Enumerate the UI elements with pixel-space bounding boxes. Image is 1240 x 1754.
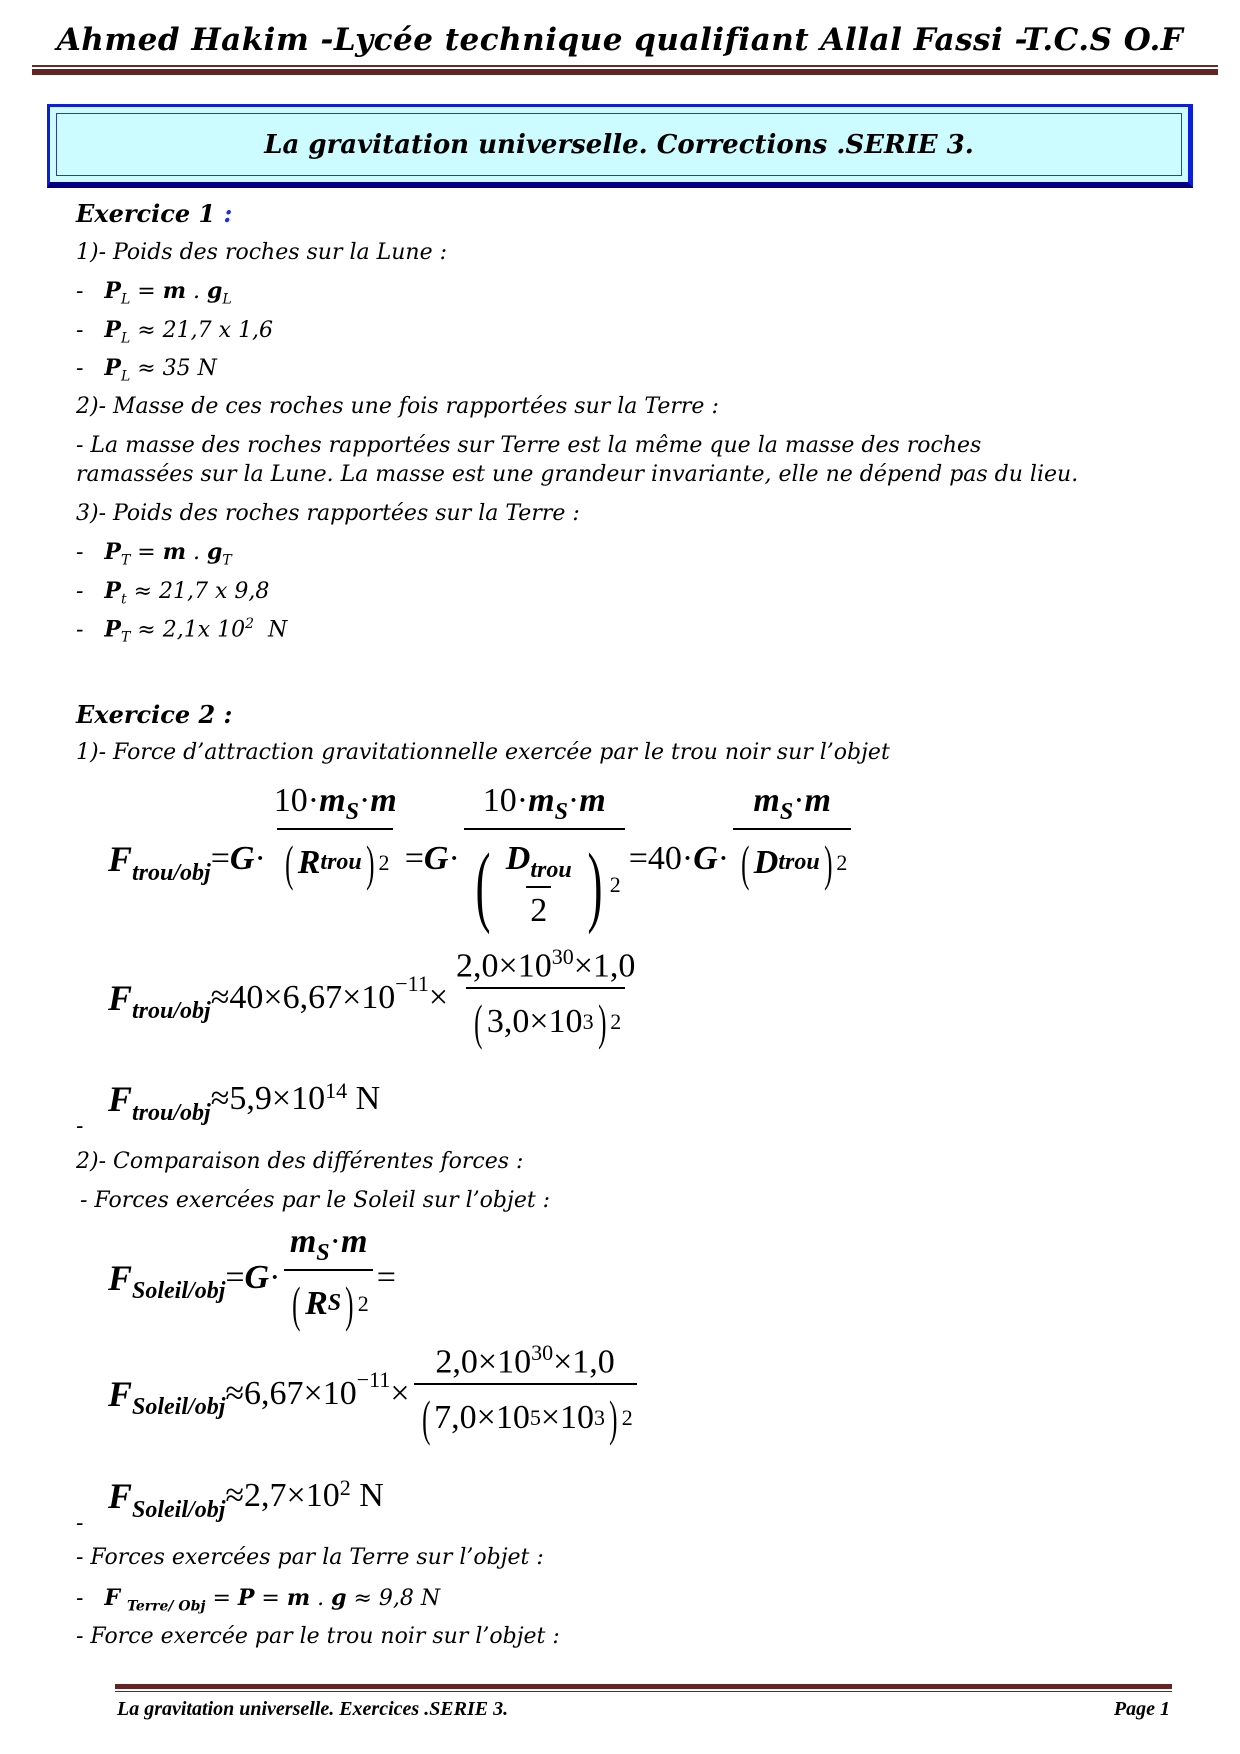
formula-soleil-general: F Soleil/obj = G · $m_S\cdot m$ ( R S ) 2 = (108, 1223, 396, 1332)
page-header: Ahmed Hakim -Lycée technique qualifiant Allal Fassi -T.C.S O.F (56, 22, 1184, 58)
exercise-2-heading: Exercice 2 : (76, 700, 233, 729)
dash: - (76, 1511, 84, 1536)
ex2-question-2: 2)- Comparaison des différentes forces : (76, 1149, 524, 1174)
formula-soleil-result: F Soleil/obj ≈ 2,7×10 $^2$ N (108, 1475, 384, 1523)
soleil-label: - Forces exercées par le Soleil sur l’objet : (80, 1188, 551, 1213)
ex1-question-3: 3)- Poids des roches rapportées sur la Terre : (76, 501, 580, 526)
terre-label: - Forces exercées par la Terre sur l’objet : (76, 1545, 544, 1570)
heading-colon: : (223, 199, 233, 228)
formula-trou-numeric: F trou/obj ≈ 40×6,67×10 $^{-11}$ × $2,0\times 10^{30}\times 1,0$ ( 3,0×10 3 ) 2 (108, 944, 636, 1051)
ex1-line: - $P_L \approx 21,7$ x 1,6 (76, 317, 274, 347)
header-rule (32, 65, 1218, 67)
ex1-line: - $P_L = m$ . $g_L$ (76, 278, 232, 308)
ex1-line: - $P_t \approx 21,7$ x 9,8 (76, 578, 270, 608)
ex2-question-1: 1)- Force d’attraction gravitationnelle exercée par le trou noir sur l’objet (76, 740, 890, 765)
terre-formula: - F $_{Terre/ Obj}$ = P = m . g ≈ 9,8 N (76, 1585, 441, 1615)
ex1-question-2: 2)- Masse de ces roches une fois rapportées sur la Terre : (76, 394, 719, 419)
formula-soleil-numeric: F Soleil/obj ≈ 6,67×10 $^{-11}$ × $2,0\times 10^{30}\times 1,0$ ( 7,0×10 5 ×10 3 ) 2 (108, 1340, 641, 1447)
exercise-1-heading (76, 199, 232, 228)
page-number: Page 1 (1113, 1698, 1170, 1720)
formula-trou-general: F trou/obj = G · $10\cdot m_S\cdot m$ ( R trou ) 2 = G · $10\cdot m_S\cdot m$ ( $\frac{D_{trou}}{2}$ ) 2 = 40· G · $m_S\cdot m$ ( D trou ) 2 (108, 782, 855, 937)
title-box (47, 104, 1193, 188)
footer-title: La gravitation universelle. Exercices .SERIE 3. (117, 1698, 509, 1720)
ex1-answer-2a: - La masse des roches rapportées sur Terre est la même que la masse des roches (76, 433, 982, 458)
footer-rule (115, 1684, 1172, 1689)
footer-rule-thin (115, 1691, 1172, 1692)
ex1-line: - $P_L \approx 35$ N (76, 355, 217, 385)
ex1-line: - $P_T = m$ . $g_T$ (76, 539, 232, 569)
formula-trou-result: F trou/obj ≈ 5,9×10 $^{14}$ N (108, 1078, 381, 1126)
heading-text: Exercice 1 (76, 199, 216, 228)
ex1-line: - $P_T \approx 2,1x$ $10^2$ N (76, 616, 288, 646)
dash: - (76, 1114, 84, 1139)
ex1-question-1: 1)- Poids des roches sur la Lune : (76, 240, 447, 265)
ex1-answer-2b: ramassées sur la Lune. La masse est une grandeur invariante, elle ne dépend pas du lieu. (76, 462, 1079, 487)
trou-label: - Force exercée par le trou noir sur l’objet : (76, 1624, 560, 1649)
header-rule-thick (32, 69, 1218, 75)
document-title: La gravitation universelle. Corrections .SERIE 3. (56, 113, 1182, 176)
